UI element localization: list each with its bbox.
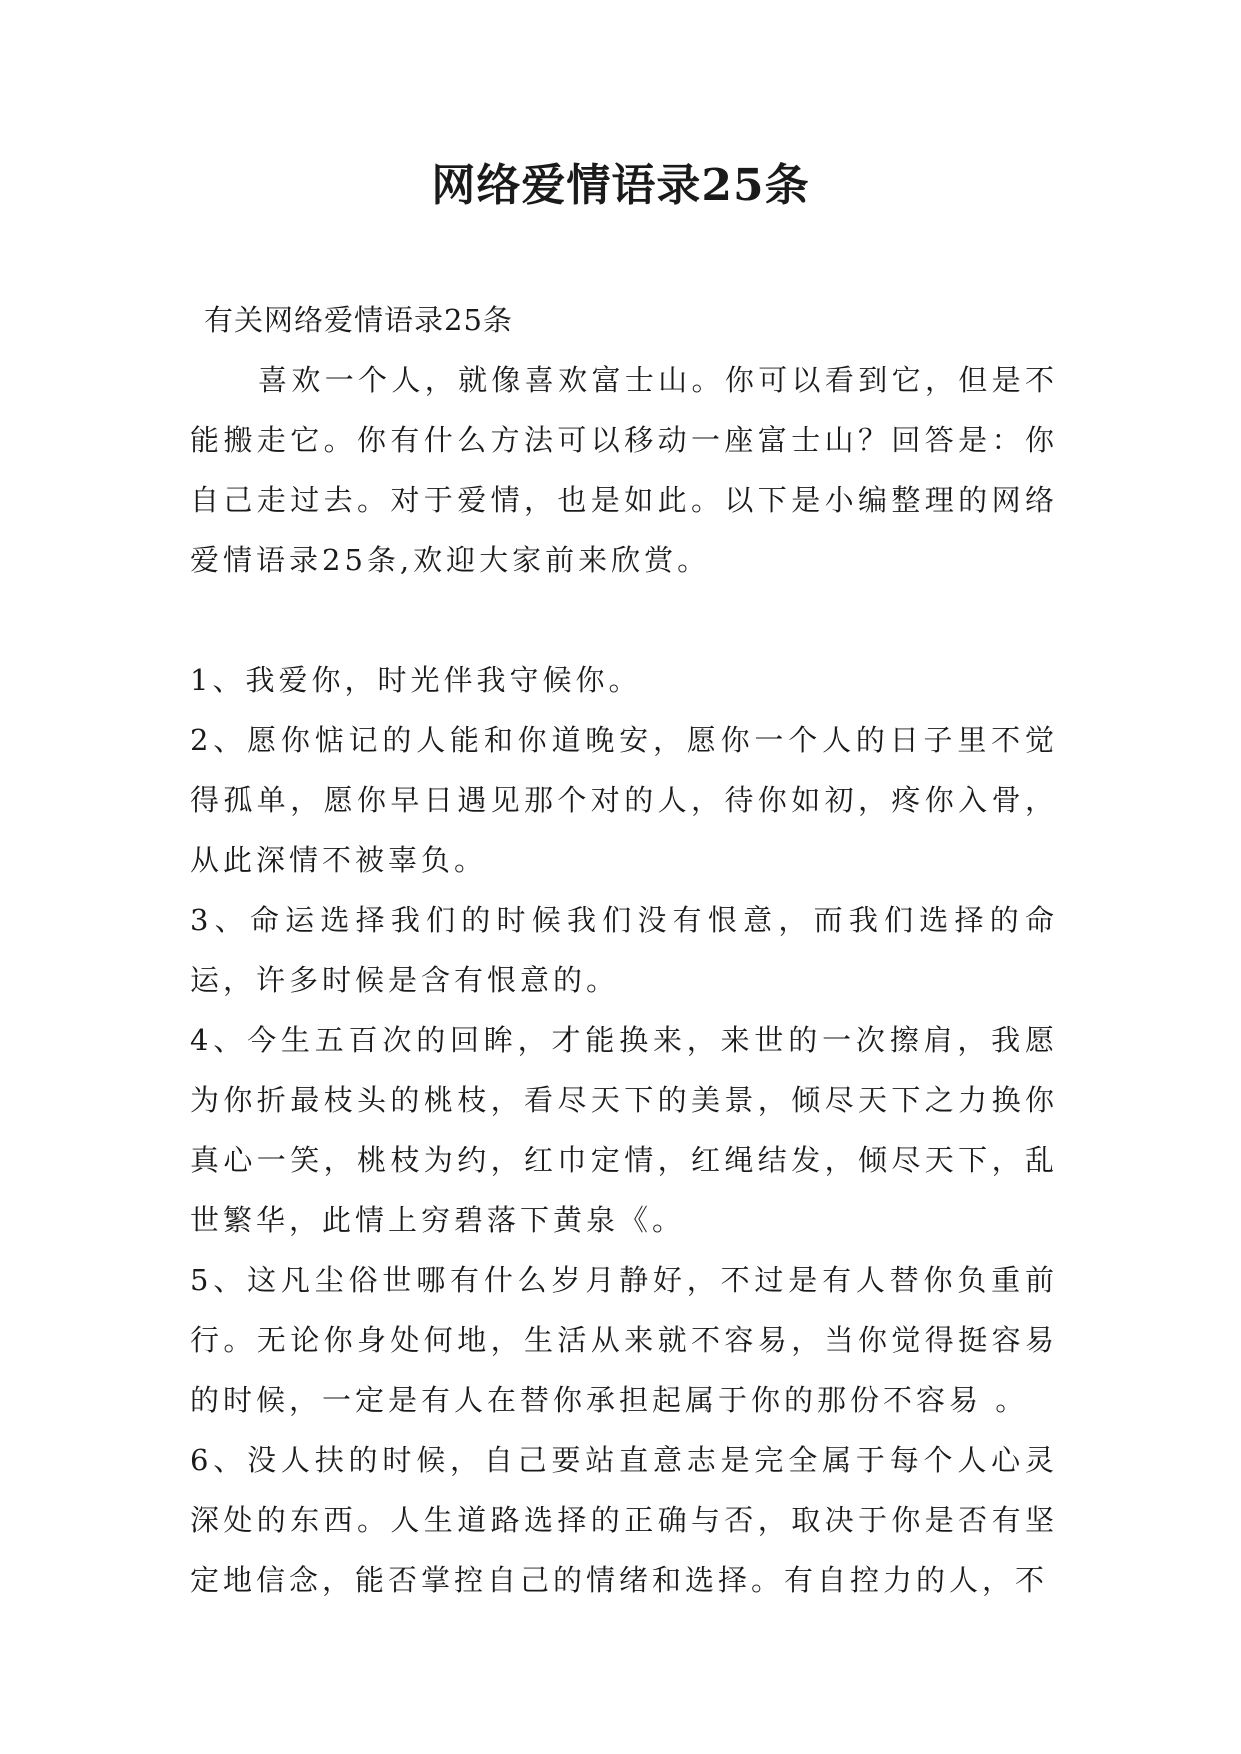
- list-item: 2、愿你惦记的人能和你道晚安，愿你一个人的日子里不觉得孤单，愿你早日遇见那个对的人，待你如初，疼你入骨，从此深情不被辜负。: [190, 723, 1058, 877]
- document-title: 网络爱情语录25条: [431, 160, 810, 211]
- intro-paragraph: 喜欢一个人，就像喜欢富士山。你可以看到它，但是不能搬走它。你有什么方法可以移动一座富士山？回答是：你自己走过去。对于爱情，也是如此。以下是小编整理的网络爱情语录25条,欢迎大家前来欣赏。: [190, 363, 1058, 577]
- list-item: 6、没人扶的时候，自己要站直意志是完全属于每个人心灵深处的东西。人生道路选择的正确与否，取决于你是否有坚定地信念，能否掌控自己的情绪和选择。有自控力的人，不: [190, 1443, 1058, 1597]
- list-item: 1、我爱你，时光伴我守候你。: [190, 663, 642, 697]
- list-item: 5、这凡尘俗世哪有什么岁月静好，不过是有人替你负重前行。无论你身处何地，生活从来就不容易，当你觉得挺容易的时候，一定是有人在替你承担起属于你的那份不容易 。: [190, 1263, 1058, 1417]
- list-item: 3、命运选择我们的时候我们没有恨意，而我们选择的命运，许多时候是含有恨意的。: [190, 903, 1058, 997]
- list-item: 4、今生五百次的回眸，才能换来，来世的一次擦肩，我愿为你折最枝头的桃枝，看尽天下的美景，倾尽天下之力换你真心一笑，桃枝为约，红巾定情，红绳结发，倾尽天下，乱世繁华，此情上穷碧落下黄泉《。: [190, 1023, 1058, 1237]
- document-subtitle: 有关网络爱情语录25条: [204, 303, 513, 337]
- document-body: [190, 290, 1058, 1610]
- paragraph-spacer: [190, 590, 1058, 650]
